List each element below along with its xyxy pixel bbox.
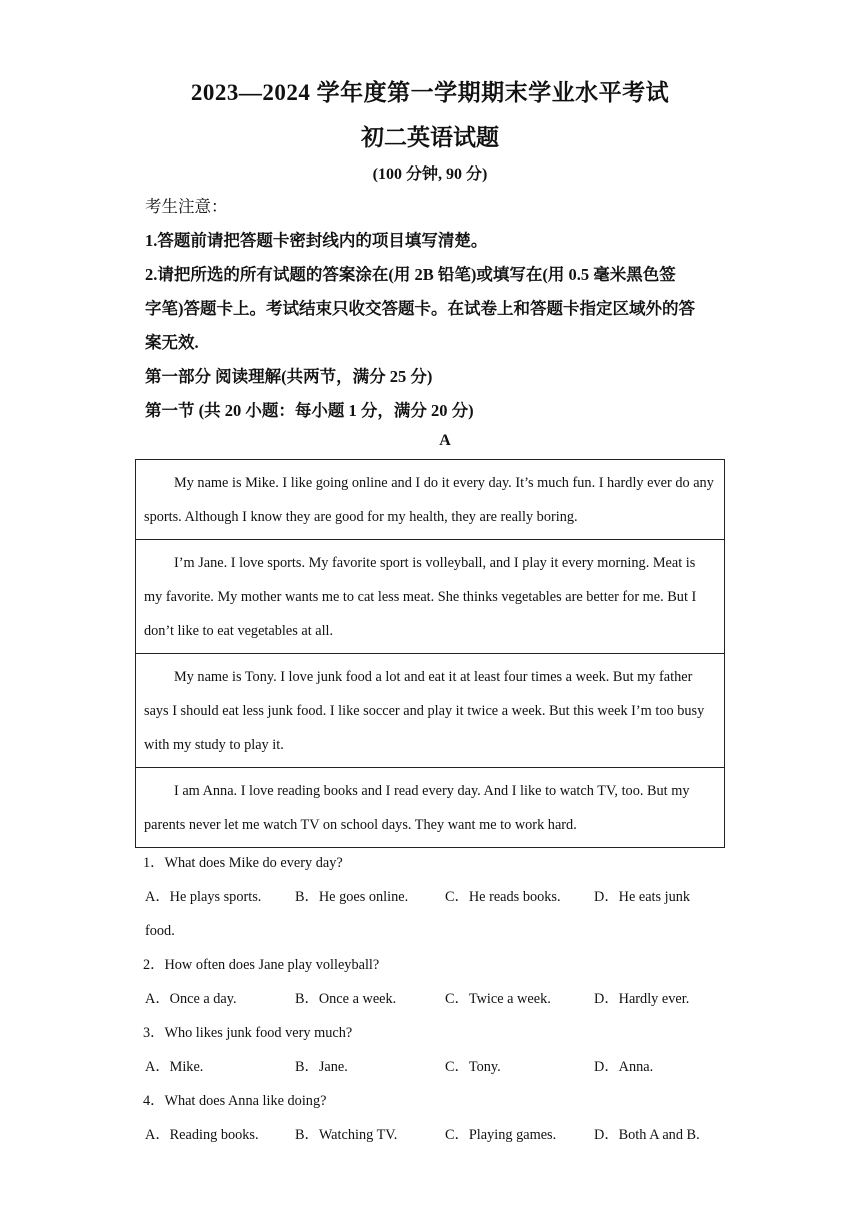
option-row [145,982,725,1016]
passage-table [135,459,725,848]
table-row [136,654,725,768]
option-b: B．He goes online. [295,889,409,905]
question-stem: 3．Who likes junk food very much? [143,1025,353,1041]
question-list [145,846,725,1152]
question-3 [145,1016,725,1084]
option-d-continuation: food. [145,923,175,939]
table-row [136,768,725,848]
table-row [136,540,725,654]
note-item-2-line-2: 字笔)答题卡上。考试结束只收交答题卡。在试卷上和答题卡指定区域外的答 [145,299,695,318]
option-a: A．Once a day. [145,991,237,1007]
passage-mike: My name is Mike. I like going online and I do it every day. It’s much fun. I hardly ever do any sports. Although I know they are good for my health, they are really boring. [136,460,725,540]
note-item-2-line-3: 案无效. [145,333,199,352]
question-4 [145,1084,725,1152]
option-d: D．Hardly ever. [594,991,690,1007]
instructions [145,190,725,428]
notes-heading: 考生注意： [145,197,228,216]
note-item-1: 1.答题前请把答题卡密封线内的项目填写清楚。 [145,231,488,250]
section-heading: 第一节 (共 20 小题：每小题 1 分，满分 20 分) [145,401,474,420]
question-2 [145,948,725,1016]
option-c: C．He reads books. [445,889,561,905]
question-stem: 4．What does Anna like doing? [143,1093,327,1109]
option-row [145,880,725,914]
exam-title: 2023—2024 学年度第一学期期末学业水平考试 [190,80,670,105]
exam-duration: (100 分钟, 90 分) [372,166,488,183]
option-c: C．Tony. [445,1059,501,1075]
question-1 [145,846,725,948]
passage-anna: I am Anna. I love reading books and I read every day. And I like to watch TV, too. But my parents never let me watch TV on school days. They want me to work hard. [136,768,725,848]
option-a: A．He plays sports. [145,889,262,905]
option-d: D．Both A and B. [594,1127,700,1143]
option-c: C．Twice a week. [445,991,551,1007]
passage-jane: I’m Jane. I love sports. My favorite sport is volleyball, and I play it every morning. Meat is my favorite. My mother wants me to cat less meat. She thinks vegetables are better for me. But I don’t like to eat vegetables at all. [136,540,725,654]
option-d: D．He eats junk [594,889,691,905]
option-b: B．Once a week. [295,991,397,1007]
table-row [136,460,725,540]
question-stem: 1．What does Mike do every day? [143,855,343,871]
option-d: D．Anna. [594,1059,654,1075]
option-a: A．Mike. [145,1059,204,1075]
part-heading: 第一部分 阅读理解(共两节，满分 25 分) [145,367,433,386]
exam-subject: 初二英语试题 [361,125,499,150]
option-b: B．Jane. [295,1059,348,1075]
option-c: C．Playing games. [445,1127,557,1143]
passage-tony: My name is Tony. I love junk food a lot and eat it at least four times a week. But my father says I should eat less junk food. I like soccer and play it twice a week. But this week I’m too busy with my study to play it. [136,654,725,768]
passage-letter: A [439,432,451,449]
note-item-2-line-1: 2.请把所选的所有试题的答案涂在(用 2B 铅笔)或填写在(用 0.5 毫米黑色签 [145,265,676,284]
question-stem: 2．How often does Jane play volleyball? [143,957,380,973]
option-row [145,1118,725,1152]
option-b: B．Watching TV. [295,1127,398,1143]
option-row [145,1050,725,1084]
option-a: A．Reading books. [145,1127,259,1143]
